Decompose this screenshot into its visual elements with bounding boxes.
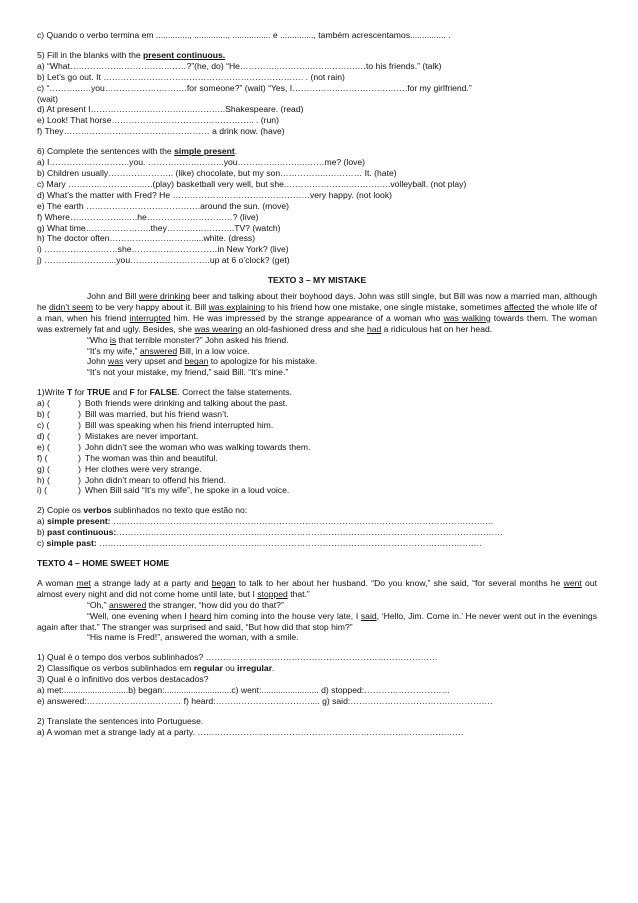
passage-text: John xyxy=(87,356,109,367)
translate-item-a: a) A woman met a strange lady at a party. ………………………………………………………………………………… xyxy=(37,726,464,737)
true-false-item xyxy=(37,453,597,464)
texto-4-title: TEXTO 4 – HOME SWEET HOME xyxy=(37,557,170,568)
ex6-line: f) Where………………..….he…………………………? (live) xyxy=(37,211,259,222)
passage-text: Bill, in a low voice. xyxy=(177,345,250,356)
irregular-word: irregular xyxy=(237,663,273,674)
passage-text: that terrible monster?” John asked his friend. xyxy=(116,334,289,345)
underlined-verb: is xyxy=(109,334,117,345)
true-false-item xyxy=(37,420,597,431)
passage-text: out almost every night and did not come home until late, but I xyxy=(37,577,598,599)
true-false-item xyxy=(37,431,597,442)
answer-blank[interactable]: ……………………………………………………………………………………………………………………… xyxy=(116,527,503,538)
item-label: g) ( xyxy=(37,463,50,474)
copy-verbs-line xyxy=(37,538,597,549)
passage-text: “Who xyxy=(87,334,110,345)
underlined-verb: answered xyxy=(139,345,178,356)
statement-text: The woman was thin and beautiful. xyxy=(85,452,218,463)
ex6-line: g) What time…………………..they……….…………..TV? (watch) xyxy=(37,222,281,233)
true-false-item xyxy=(37,475,597,486)
heading-emphasis: verbos xyxy=(83,505,112,516)
texto-3-dialogue-line xyxy=(37,335,597,346)
statement-text: Her clothes were very strange. xyxy=(85,463,202,474)
tense-label: simple past: xyxy=(46,538,97,549)
regular-word: regular xyxy=(193,663,223,674)
underlined-verb: were drinking xyxy=(138,291,191,302)
statement-text: Bill was married, but his friend wasn’t. xyxy=(85,409,229,420)
question-2 xyxy=(37,663,597,674)
infinitive-row: a) met:...........................b) began:............................c) went:........................ d) stopped:………………………… xyxy=(37,685,451,696)
answer-box[interactable]: ) xyxy=(78,474,81,485)
translate-heading: 2) Translate the sentences into Portuguese. xyxy=(37,715,204,726)
item-label: c) xyxy=(37,538,47,549)
true-false-item xyxy=(37,409,597,420)
underlined-verb: answered xyxy=(108,599,147,610)
tense-label: simple present: xyxy=(47,516,111,527)
underlined-verb: interrupted xyxy=(129,312,171,323)
passage-text: “His name is Fred!”, answered the woman, with a smile. xyxy=(87,632,299,643)
ex6-line: c) Mary ……………………..….(play) basketball very well, but she.…………………..……….….volleyball. (not play) xyxy=(37,178,467,189)
passage-text: very upset and xyxy=(123,356,185,367)
ex5-line: a) “What……………….…………….……?”(he, do) “He…………..………..…….……….…to his friends.” (talk) xyxy=(37,60,442,71)
answer-box[interactable]: ) xyxy=(78,485,81,496)
statement-text: John didn’t mean to offend his friend. xyxy=(85,474,226,485)
ex5-line: c) “………..….you……………….…….…for someone?” (wait) “Yes, I……………..……….…….…….for my girlfriend.” xyxy=(37,82,472,93)
item-label: d) ( xyxy=(37,430,50,441)
underlined-verb: affected xyxy=(504,301,535,312)
ex6-line: a) I……………………….you. ……………….……..you…………..………..……me? (love) xyxy=(37,157,366,168)
worksheet-page xyxy=(37,30,597,738)
ex6-line: i) ………………..……she…………………………in New York? (live) xyxy=(37,244,289,255)
underlined-verb: was walking xyxy=(443,312,491,323)
underlined-verb: said xyxy=(360,610,377,621)
answer-box[interactable]: ) xyxy=(78,430,81,441)
texto-3-paragraph xyxy=(37,291,597,335)
heading-false: FALSE xyxy=(149,387,178,398)
true-false-heading xyxy=(37,387,597,398)
heading-text: sublinhados no texto que estão no: xyxy=(111,505,248,516)
ex5-line: b) Let’s go out. It ……………………………………………………………. . (not rain) xyxy=(37,71,345,82)
passage-text: John and Bill xyxy=(87,291,139,302)
ex5-line: f) They…………………………………………… a drink now. (have) xyxy=(37,126,285,137)
infinitive-row: e) answered:…………………………… f) heard:…………………………….... g) said:…………………………….……………. xyxy=(37,695,493,706)
underlined-verb: stopped xyxy=(257,588,288,599)
ex5-line: (wait) xyxy=(37,93,59,104)
passage-text: the stranger, “how did you do that?” xyxy=(146,599,284,610)
heading-text: 1)Write xyxy=(37,387,67,398)
passage-text: that.” xyxy=(287,588,310,599)
question-1: 1) Qual é o tempo dos verbos sublinhados? ……………………………………………………………………… xyxy=(37,652,438,663)
passage-text: “Well, one evening when I xyxy=(87,610,190,621)
ex6-line: e) The earth ………………………………….around the sun. (move) xyxy=(37,200,290,211)
copy-verbs-line xyxy=(37,516,597,527)
passage-text: him coming into the house very late, I xyxy=(211,610,361,621)
heading-text: 5) Fill in the blanks with the xyxy=(37,49,144,60)
passage-text: to apologize for his mistake. xyxy=(208,356,318,367)
passage-text: an old-fashioned dress and she xyxy=(242,323,367,334)
ex6-line: j) ………………….....you……………………….up at 6 o’clock? (get) xyxy=(37,255,290,266)
texto-3-dialogue-line xyxy=(37,346,597,357)
item-label: i) ( xyxy=(37,485,48,496)
item-label: b) ( xyxy=(37,409,50,420)
underlined-verb: began xyxy=(211,577,236,588)
exercise-5-heading xyxy=(37,50,597,61)
exercise-6-heading xyxy=(37,146,597,157)
heading-text: 2) Copie os xyxy=(37,505,84,516)
ex5-line: e) Look! That horse………………………………………….. . (run) xyxy=(37,115,279,126)
statement-text: John didn’t see the woman who was walking towards them. xyxy=(85,441,311,452)
heading-emphasis: present continuous. xyxy=(143,49,226,60)
answer-box[interactable]: ) xyxy=(78,420,81,430)
passage-text: the whole life of a man, when his friend xyxy=(37,301,597,323)
ex6-line: b) Children usually………………….. (like) chocolate, but my son……………..………… It. (hate) xyxy=(37,167,397,178)
passage-text: him. He was impressed by the strange appearance of a woman who xyxy=(170,312,444,323)
heading-text: for xyxy=(134,387,150,398)
question-text: . xyxy=(272,663,275,674)
texto-4-dialogue-line xyxy=(37,600,597,611)
ex6-line: d) What’s the matter with Fred? He …………………………………………very happy. (not look) xyxy=(37,189,392,200)
texto-3-title: TEXTO 3 – MY MISTAKE xyxy=(267,275,367,286)
question-text: 2) Classifique os verbos sublinhados em xyxy=(37,663,194,674)
passage-text: beer and talking about their boyhood days. John was still single, but Bill was now a married man, although he xyxy=(37,291,598,312)
answer-blank[interactable]: ………………………………………………………………………………………………………………….… xyxy=(110,516,494,527)
heading-text: for xyxy=(72,387,87,398)
underlined-verb: went xyxy=(563,577,582,588)
tense-label: past continuous: xyxy=(47,527,117,538)
answer-blank[interactable]: ……………………………………………………………………………………………………….………….… xyxy=(96,538,482,549)
true-false-item xyxy=(37,464,597,475)
heading-text: 6) Complete the sentences with the xyxy=(37,146,175,157)
statement-text: Mistakes are never important. xyxy=(85,430,199,441)
statement-text: Both friends were drinking and talking about the past. xyxy=(85,398,288,409)
passage-text: to be very happy about it. Bill xyxy=(93,301,209,312)
passage-text: , ‘Hello, Jim. Come in.’ He never went out in the evenings again after that.” The stranger was surprised and said, “But how did that stop him?” xyxy=(37,610,597,632)
question-text: ou xyxy=(222,663,238,674)
heading-true: TRUE xyxy=(87,387,111,398)
true-false-item xyxy=(37,398,597,409)
texto-4-paragraph xyxy=(37,578,597,600)
ex6-line: h) The doctor often…………….….……….....white. (dress) xyxy=(37,233,256,244)
true-false-item xyxy=(37,485,597,496)
underlined-verb: was xyxy=(108,356,124,367)
underlined-verb: was explaining xyxy=(208,301,266,312)
exercise-line-c: c) Quando o verbo termina em .............., .............., ................ e .............., também acrescentamos............... . xyxy=(37,30,451,40)
item-label: b) xyxy=(37,527,48,538)
passage-text: “Oh,” xyxy=(87,599,109,610)
texto-3-dialogue-line xyxy=(37,356,597,367)
texto-4-dialogue-line xyxy=(37,632,597,643)
answer-box[interactable]: ) xyxy=(78,463,81,474)
answer-box[interactable]: ) xyxy=(78,441,81,452)
item-label: a) xyxy=(37,516,48,527)
underlined-verb: began xyxy=(184,356,209,367)
copy-verbs-line xyxy=(37,527,597,538)
passage-text: to his friend how one mistake, one single mistake, sometimes xyxy=(265,301,505,312)
passage-text: A woman xyxy=(37,577,77,588)
underlined-verb: heard xyxy=(189,610,212,621)
item-label: h) ( xyxy=(37,474,50,485)
heading-text: . xyxy=(234,146,238,157)
heading-t: T xyxy=(66,387,73,398)
answer-box[interactable]: ) xyxy=(78,452,81,463)
texto-3-dialogue-line xyxy=(37,367,597,378)
heading-f: F xyxy=(129,387,135,398)
statement-text: When Bill said “It’s my wife”, he spoke in a loud voice. xyxy=(85,485,290,496)
item-label: a) ( xyxy=(37,398,50,409)
true-false-list xyxy=(37,398,597,496)
underlined-verb: had xyxy=(366,323,382,334)
heading-text: and xyxy=(110,387,130,398)
ex5-line: d) At present I…………….….……………..………..Shakespeare. (read) xyxy=(37,104,304,115)
answer-box[interactable]: ) xyxy=(78,409,81,420)
answer-box[interactable]: ) xyxy=(78,398,81,409)
question-3: 3) Qual é o infinitivo dos verbos destacados? xyxy=(37,674,209,685)
passage-text: a ridiculous hat on her head. xyxy=(381,323,493,334)
item-label: c) ( xyxy=(37,420,50,430)
passage-text: “It’s my wife,” xyxy=(87,345,140,356)
passage-text: towards them. The woman was extremely fat and ugly. Besides, she xyxy=(37,312,597,334)
item-label: f) ( xyxy=(37,452,48,463)
passage-text: “It’s not your mistake, my friend,” said Bill. “It’s mine.” xyxy=(87,367,289,378)
statement-text: Bill was speaking when his friend interrupted him. xyxy=(85,420,274,430)
heading-text: . Correct the false statements. xyxy=(177,387,292,398)
true-false-item xyxy=(37,442,597,453)
item-label: e) ( xyxy=(37,441,50,452)
copy-verbs-heading xyxy=(37,505,597,516)
texto-4-paragraph xyxy=(37,611,597,633)
underlined-verb: was wearing xyxy=(194,323,243,334)
underlined-verb: met xyxy=(76,577,91,588)
heading-emphasis: simple present xyxy=(174,146,235,157)
underlined-verb: didn’t seem xyxy=(49,301,94,312)
passage-text: to talk to her about her husband. “Do you know,” she said, “for several months he xyxy=(235,577,564,588)
passage-text: a strange lady at a party and xyxy=(90,577,212,588)
